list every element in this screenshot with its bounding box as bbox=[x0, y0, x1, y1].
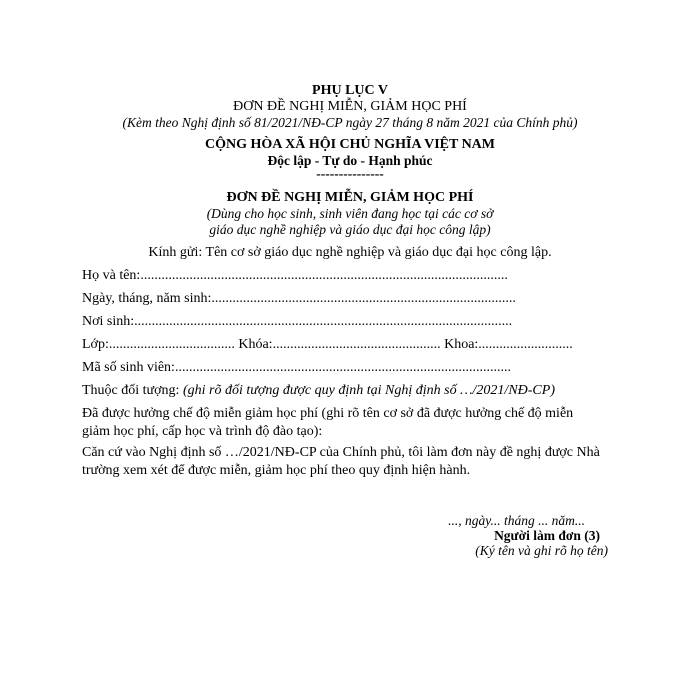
signature-date-line: ..., ngày... tháng ... năm... bbox=[448, 513, 585, 528]
appendix-form-name: ĐƠN ĐỀ NGHỊ MIỄN, GIẢM HỌC PHÍ bbox=[233, 99, 467, 114]
appendix-attached-note: (Kèm theo Nghị định số 81/2021/NĐ-CP ngày 27 tháng 8 năm 2021 của Chính phủ) bbox=[122, 115, 578, 130]
country-name: CỘNG HÒA XÃ HỘI CHỦ NGHĨA VIỆT NAM bbox=[204, 137, 495, 152]
form-title: ĐƠN ĐỀ NGHỊ MIỄN, GIẢM HỌC PHÍ bbox=[226, 190, 474, 205]
target-group-label: Thuộc đối tượng: bbox=[82, 383, 180, 398]
class-course-faculty-row bbox=[82, 337, 602, 353]
student-id-field[interactable]: Mã số sinh viên:................................................................................................ bbox=[82, 360, 511, 375]
birth-date-field[interactable]: Ngày, tháng, năm sinh:....................................................................................... bbox=[82, 291, 516, 306]
birth-place-field[interactable]: Nơi sinh:............................................................................................................ bbox=[82, 314, 513, 329]
faculty-field[interactable]: Khoa:........................... bbox=[444, 337, 573, 352]
request-paragraph: Căn cứ vào Nghị định số …/2021/NĐ-CP của Chính phủ, tôi làm đơn này đề nghị được Nhà trường xem xét để được miễn, giảm học phí theo quy định hiện hành. bbox=[82, 445, 600, 478]
signature-instruction: (Ký tên và ghi rõ họ tên) bbox=[475, 543, 608, 558]
signer-label: Người làm đơn (3) bbox=[494, 528, 600, 543]
target-group-hint: (ghi rõ đối tượng được quy định tại Nghị định số …/2021/NĐ-CP) bbox=[182, 383, 555, 398]
course-field[interactable]: Khóa:................................................ bbox=[238, 337, 441, 352]
addressee-value: Tên cơ sở giáo dục nghề nghiệp và giáo dục đại học công lập. bbox=[205, 245, 552, 260]
full-name-field[interactable]: Họ và tên:......................................................................................................... bbox=[82, 268, 508, 283]
addressee-label: Kính gửi: bbox=[148, 245, 203, 260]
appendix-title: PHỤ LỤC V bbox=[312, 83, 388, 98]
form-subtitle-line2: giáo dục nghề nghiệp và giáo dục đại học công lập) bbox=[209, 222, 491, 237]
class-field[interactable]: Lớp:.................................... bbox=[82, 337, 235, 352]
header-separator: --------------- bbox=[316, 166, 384, 181]
form-subtitle-line1: (Dùng cho học sinh, sinh viên đang học tại các cơ sở bbox=[206, 206, 494, 221]
target-group-line bbox=[82, 383, 602, 399]
addressee-line bbox=[0, 245, 700, 261]
benefit-paragraph: Đã được hưởng chế độ miễn giảm học phí (ghi rõ tên cơ sở đã được hưởng chế độ miễn giảm học phí, cấp học và trình độ đào tạo): bbox=[82, 406, 574, 439]
national-motto: Độc lập - Tự do - Hạnh phúc bbox=[267, 153, 433, 168]
